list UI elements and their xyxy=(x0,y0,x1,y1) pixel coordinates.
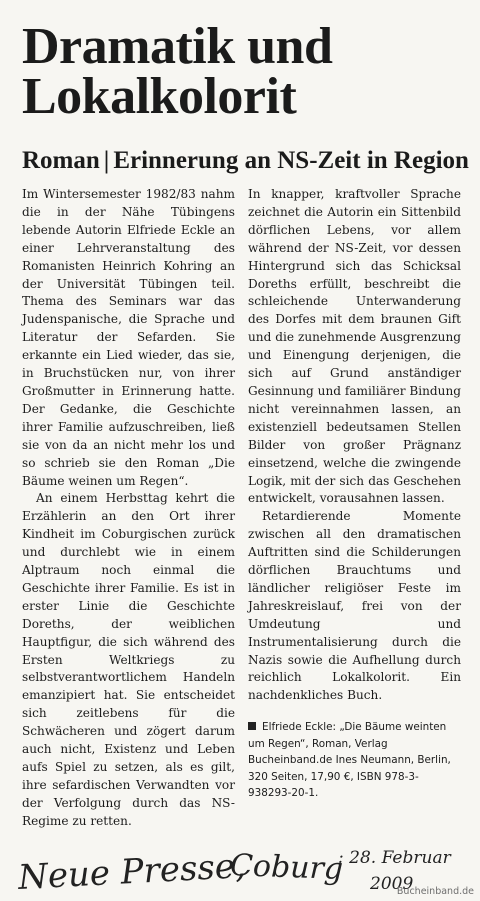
article-column-right xyxy=(248,186,461,802)
headline-line-2: Lokalkolorit xyxy=(22,68,297,125)
handwritten-newspaper: Neue Presse, xyxy=(17,846,247,898)
handwritten-city: Coburg xyxy=(229,848,344,887)
paragraph-4: Retardierende Momente zwischen all den dramatischen Auftritten sind die Schilderungen dörflichen Brauchtums und ländlicher religiöser Feste im Jahreskreislauf, frei von der Umdeutung und Instrumentalisierung durch die Nazis sowie die Aufhellung durch reichlich Lokalkolorit. Ein nachdenkliches Buch. xyxy=(248,509,461,703)
article-column-left xyxy=(22,186,235,831)
handwritten-year: 2009 xyxy=(370,874,414,894)
book-info xyxy=(248,719,461,802)
paragraph-3: In knapper, kraftvoller Sprache zeichnet die Autorin ein Sittenbild dörflichen Lebens, vor allem während der NS-Zeit, vor dessen Hintergrund sich das Schicksal Doreths erfüllt, beschreibt die schleichende Unterwanderung des Dorfes mit dem braunen Gift und die zunehmende Ausgrenzung und Einengung derjenigen, die sich auf Grund anständiger Gesinnung und familiärer Bindung nicht vereinnahmen lassen, an existenziell bedeutsamen Stellen Bilder von großer Prägnanz einsetzend, welche die zwingende Logik, mit der sich das Geschehen entwickelt, vorausahnen lassen. xyxy=(248,187,461,506)
handwritten-date: : 28. Februar xyxy=(338,848,451,868)
headline xyxy=(22,18,462,125)
headline-line-1: Dramatik und xyxy=(22,18,333,75)
kicker-separator: | xyxy=(103,147,110,174)
paragraph-1: Im Wintersemester 1982/83 nahm die in der Nähe Tübingens lebende Autorin Elfriede Eckle an einer Lehrveranstaltung des Romanisten Heinrich Kohring an der Universität Tübingen teil. Thema des Seminars war das Judenspanische, die Sprache und Literatur der Sefarden. Sie erkannte ein Lied wieder, das sie, in Bruchstücken nur, von ihrer Großmutter in Erinnerung hatte. Der Gedanke, die Geschichte ihrer Familie aufzuschreiben, ließ sie von da an nicht mehr los und so schrieb sie den Roman „Die Bäume weinen um Regen“. xyxy=(22,187,235,488)
subheadline xyxy=(22,146,469,176)
paragraph-2: An einem Herbsttag kehrt die Erzählerin an den Ort ihrer Kindheit im Coburgischen zurück und durchlebt wie in einem Alptraum noch einmal die Geschichte ihrer Familie. Es ist in erster Linie die Geschichte Doreths, der weiblichen Hauptfigur, die sich während des Ersten Weltkriegs zu selbstverantwortlichem Handeln emanzipiert hat. Sie entscheidet sich zeitlebens für die Schwächeren und zögert darum auch nicht, Existenz und Leben aufs Spiel zu setzen, als es gilt, ihre sefardischen Verwandten vor der Verfolgung durch das NS-Regime zu retten. xyxy=(22,491,235,828)
square-bullet-icon xyxy=(248,722,256,730)
watermark: Bucheinband.de xyxy=(396,886,474,897)
kicker: Roman xyxy=(22,147,100,174)
book-info-text: Elfriede Eckle: „Die Bäume weinten um Regen“, Roman, Verlag Bucheinband.de Ines Neumann, Berlin, 320 Seiten, 17,90 €, ISBN 978-3-938293-20-1. xyxy=(248,721,451,800)
subheadline-text: Erinnerung an NS-Zeit in Region xyxy=(113,147,469,174)
